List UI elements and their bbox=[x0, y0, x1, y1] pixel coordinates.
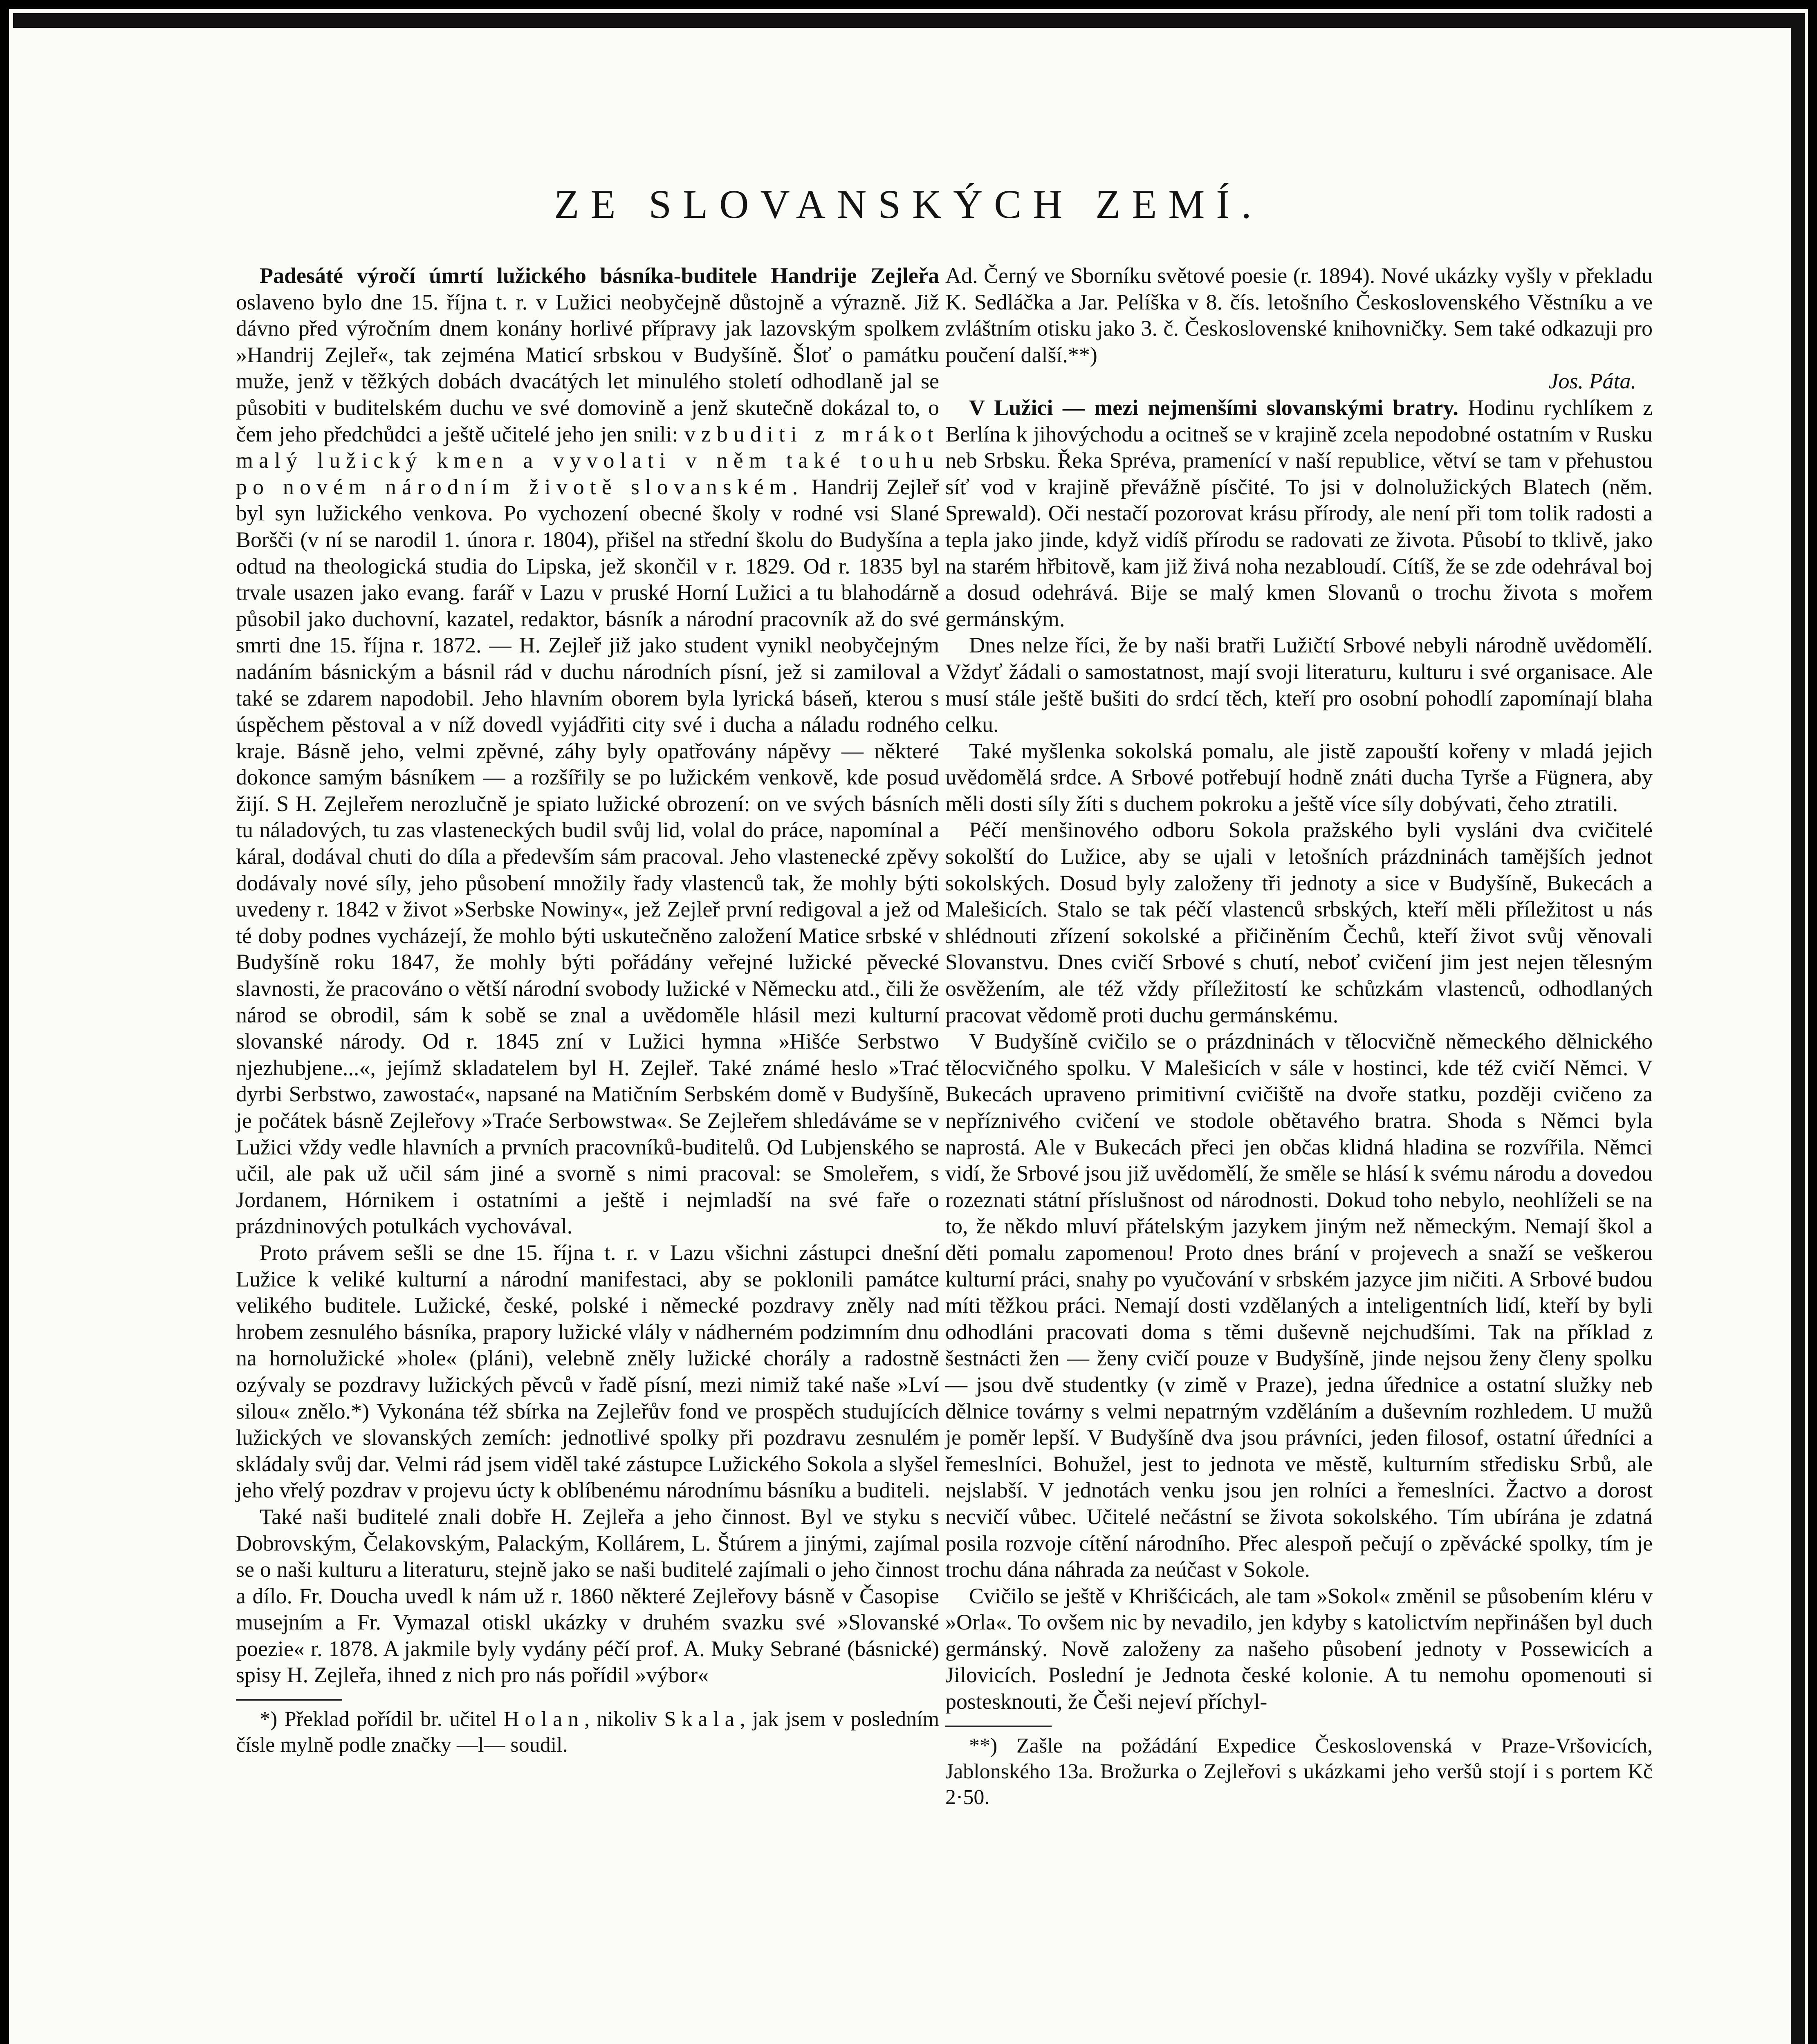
author-signature: Jos. Páta. bbox=[1548, 369, 1636, 394]
article-paragraph: V Budyšíně cvičilo se o prázdninách v tělocvičně německého dělnického tělocvičného spolku. V Malešicích v sále v hostinci, kde též cvičí Němci. V Bukecách upraveno primitivní cvičiště na dvoře statku, později cvičeno za nepříznivého cvičení ve stodole obětavého bratra. Shoda s Němci byla naprostá. Ale v Bukecách přeci jen občas klidná hladina se rozvířila. Němci vidí, že Srbové jsou již uvědomělí, že směle se hlásí k svému národu a dovedou rozeznati státní příslušnost od národnosti. Dokud toho nebylo, neohlíželi se na to, že někdo mluví přátelským jazykem jiným než německým. Nemají škol a děti pomalu zapomenou! Proto dnes brání v projevech a snaží se veškerou kulturní práci, snahy po vyučování v srbském jazyce jim ničiti. A Srbové budou míti těžkou práci. Nemají dosti vzdělaných a inteligentních lidí, kteří by byli odhodláni pracovati doma s těmi duševně nejchudšími. Tak na příklad z šestnácti žen — ženy cvičí pouze v Budyšíně, jinde nejsou ženy členy spolku — jsou dvě studentky (v zimě v Praze), jedna úřednice a ostatní služky neb dělnice továrny s velmi nepatrným vzděláním a duševním rozhledem. U mužů je poměr lepší. V Budyšíně dva jsou právníci, jeden filosof, ostatní úředníci a řemeslníci. Bohužel, jest to jednota ve městě, kulturním středisku Srbů, ale nejslabší. V jednotách venku jsou jen rolníci a řemeslníci. Žactvo a dorost necvičí vůbec. Učitelé nečástní se života sokolského. Tím ubírána je zdatná posila rozvoje cítění národního. Přec alespoň pečují o zpěvácké spolky, tím je trochu dána náhrada za neúčast v Sokole. bbox=[945, 1029, 1653, 1582]
article-zejler-paragraph bbox=[236, 262, 939, 1239]
footnote-name: Skala bbox=[664, 1708, 740, 1731]
footnote bbox=[236, 1706, 939, 1758]
footnote-divider bbox=[945, 1726, 1052, 1727]
article-text: Hodinu rychlíkem z Berlína k jihovýchodu a ocitneš se v krajině zcela nepodobné ostatním v Rusku neb Srbsku. Řeka Spréva, pramenící v naší republice, větví se tam v přehustou síť vod v krajině převážně písčité. To jsi v dolnolužických Blatech (něm. Sprewald). Oči nestačí pozorovat krásu přírody, ale není při tom tolik radosti a tepla jako jinde, když vidíš přírodu se radovati ze života. Působí to tklivě, jako na starém hřbitově, kam již živá noha nezabloudí. Cítíš, že se zde odehrával boj a dosud odehrává. Bije se malý kmen Slovanů o trochu života s mořem germánským. bbox=[945, 395, 1653, 631]
article-paragraph bbox=[945, 262, 1653, 394]
article-paragraph: Péčí menšinového odboru Sokola pražského byli vysláni dva cvičitelé sokolští do Lužice, aby se ujali v letošních prázdninách tamějších jednot sokolských. Dosud byly založeny tři jednoty a sice v Budyšíně, Bukecách a Malešicích. Stalo se tak péčí vlastenců srbských, kteří měli příležitost u nás shlédnouti zřízení sokolské a přičiněním Čechů, kteří život svůj věnovali Slovanstvu. Dnes cvičí Srbové s chutí, neboť cvičení jim jest nejen tělesným osvěžením, ale též vždy příležitostí ke schůzkám vlastenců, odhodlaných pracovat vědomě proti duchu germánskému. bbox=[945, 818, 1653, 1027]
footnote-text: *) Překlad pořídil br. učitel bbox=[260, 1708, 504, 1731]
article-text: Handrij Zejleř byl syn lužického venkova. Po vychození obecné školy v rodné vsi Slané Boršči (v ní se narodil 1. února r. 1804), přišel na střední školu do Budyšína a odtud na theologická studia do Lipska, jež skončil v r. 1829. Od r. 1835 byl trvale usazen jako evang. farář v Lazu v pruské Horní Lužici a tu blahodárně působil jako duchovní, kazatel, redaktor, básník a národní pracovník až do své smrti dne 15. října r. 1872. — H. Zejleř již jako student vynikl neobyčejným nadáním básnickým a básnil rád v duchu národních písní, jež si zamiloval a také se zdarem napodobil. Jeho hlavním oborem byla lyrická báseň, kterou s úspěchem pěstoval a v níž dovedl vyjádřiti city své i ducha a náladu rodného kraje. Básně jeho, velmi zpěvné, záhy byly opatřovány nápěvy — některé dokonce samým básníkem — a rozšířily se po lužickém venkově, kde posud žijí. S H. Zejleřem nerozlučně je spiato lužické obrození: on ve svých básních tu náladových, tu zas vlasteneckých budil svůj lid, volal do práce, napomínal a káral, dodával chuti do díla a především sám pracoval. Jeho vlastenecké zpěvy dodávaly nové síly, jeho působení množily řady vlastenců tak, že mohly býti uvedeny r. 1842 v život »Serbske Nowiny«, jež Zejleř první redigoval a jež od té doby podnes vycházejí, že mohlo býti uskutečněno založení Matice srbské v Budyšíně roku 1847, že mohly býti pořádány veřejné lužické pěvecké slavnosti, že pracováno o větší národní svobody lužické v Německu atd., čili že národ se obrodil, sám k sobě se znal a uvědoměle hlásil mezi kulturní slovanské národy. Od r. 1845 zní v Lužici hymna »Hišće Serbstwo njezhubjene...«, jejímž skladatelem byl H. Zejleř. Také známé heslo »Trać dyrbi Serbstwo, zawostać«, napsané na Matičním Serbském domě v Budyšíně, je počátek básně Zejleřovy »Trаće Serbowstwa«. Se Zejleřem shledáváme se v Lužici vždy vedle hlavních a prvních pracovníků-buditelů. Od Lubjenského se učil, ale pak už učil sám jiné a svorně s nimi pracoval: se Smoleřem, s Jordanem, Hórnikem i ostatními a ještě i nejmladší na své faře o prázdninových potulkách vychovával. bbox=[236, 474, 939, 1239]
article-text: Ad. Černý ve Sborníku světové poesie (r. 1894). Nové ukázky vyšly v překladu K. Sedláčka a Jar. Pelíška v 8. čís. letošního Československého Věstníku a ve zvláštním otisku jako 3. č. Československé knihovničky. Sem také odkazuji pro poučení další.**) bbox=[945, 263, 1653, 367]
footnote: **) Zašle na požádání Expedice Československá v Praze-Vršovicích, Jablonského 13a. Brožurka o Zejleřovi s ukázkami jeho veršů stojí i s portem Kč 2·50. bbox=[945, 1734, 1653, 1809]
article-paragraph: Také naši buditelé znali dobře H. Zejleřa a jeho činnost. Byl ve styku s Dobrovským, Čelakovským, Palackým, Kollárem, L. Štúrem a jinými, zajímal se o naši kulturu a literaturu, stejně jako se naši buditelé zajímali o jeho činnost a dílo. Fr. Doucha uvedl k nám už r. 1860 některé Zejleřovy básně v Časopise musejním a Fr. Vymazal otiskl ukázky v druhém svazku své »Slovanské poezie« r. 1878. A jakmile byly vydány péčí prof. A. Muky Sebrané (básnické) spisy H. Zejleřa, ihned z nich pro nás pořídil »výbor« bbox=[236, 1504, 939, 1688]
article-paragraph: Proto právem sešli se dne 15. října t. r. v Lazu všichni zástupci dnešní Lužice k veliké kulturní a národní manifestaci, aby se poklonili památce velikého buditele. Lužické, české, polské i německé pozdravy zněly nad hrobem zesnulého básníka, prapory lužické vlály v nádherném podzimním dnu na hornolužické »hole« (pláni), velebně zněly lužické chorály a radostně ozývaly se pozdravy lužických pěvců v řadě písní, mezi nimiž také naše »Lví silou« znělo.*) Vykonána též sbírka na Zejleřův fond ve prospěch studujících lužických ve slovanských zemích: jednotlivé spolky při pozdravu zesnulém skládaly svůj dar. Velmi rád jsem viděl také zástupce Lužického Sokola a slyšel jeho vřelý pozdrav v projevu úcty k oblíbenému národnímu básníku a buditeli. bbox=[236, 1240, 939, 1503]
right-column bbox=[945, 262, 1653, 1810]
article-text: oslaveno bylo dne 15. října t. r. v Lužici neobyčejně důstojně a výrazně. Již dávno před výročním dnem konány horlivé přípravy jak lazovským spolkem »Handrij Zejleř«, tak zejména Maticí srbskou v Budyšíně. Šloť o památku muže, jenž v těžkých dobách dvacátých let minulého století odhodlaně jal se působiti v buditelském duchu ve své domovině a jenž skutečně dokázal to, o čem jeho předchůdci a ještě učitelé jeho jen snili: bbox=[236, 289, 939, 446]
article-zejler-headline: Padesáté výročí úmrtí lužického básníka-buditele Handrije Zejleřa bbox=[260, 263, 939, 288]
footnote-name: Holan bbox=[503, 1708, 585, 1731]
article-paragraph: Cvičilo se ještě v Khrišćicách, ale tam »Sokol« změnil se působením kléru v »Orla«. To ovšem nic by nevadilo, jen kdyby s katolictvím nepřinášen byl duch germánský. Nově založeny za našeho působení jednoty v Possewicích a Jilovicích. Poslední je Jednota české kolonie. A tu nemohu opomenouti si postesknouti, že Češi nejeví příchyl- bbox=[945, 1583, 1653, 1714]
article-luzice-headline: V Lužici — mezi nejmenšími slovanskými bratry. bbox=[969, 395, 1458, 420]
footnote-text: , jak jsem v posledním čísle mylně podle značky —l— soudil. bbox=[236, 1708, 940, 1757]
left-column bbox=[236, 262, 939, 1758]
emphasized-text: vzbuditi z mrákot malý lužický kmen a vyvolati v něm také touhu po novém národním životě slovanském. bbox=[236, 421, 940, 499]
scan-border-right bbox=[1791, 13, 1805, 2044]
footnote-divider bbox=[236, 1699, 342, 1701]
scan-border-top bbox=[13, 13, 1804, 28]
article-paragraph: Dnes nelze říci, že by naši bratři Lužičtí Srbové nebyli národně uvědomělí. Vždyť žádali o samostatnost, mají svoji literaturu, kulturu i své organisace. Ale musí stále ještě bušiti do srdcí těch, kteří pro osobní pohodlí zapomínají blaha celku. bbox=[945, 633, 1653, 737]
page-title: ZE SLOVANSKÝCH ZEMÍ. bbox=[554, 182, 1263, 227]
scanned-page bbox=[9, 9, 1808, 2044]
footnote-text: , nikoliv bbox=[584, 1708, 664, 1731]
article-luzice-paragraph bbox=[945, 394, 1653, 632]
article-paragraph: Také myšlenka sokolská pomalu, ale jistě zapouští kořeny v mladá jejich uvědomělá srdce. A Srbové potřebují hodně znáti ducha Tyrše a Fügnera, aby měli dosti síly žíti s duchem pokroku a ještě více síly dobývati, čeho ztratili. bbox=[945, 738, 1653, 816]
